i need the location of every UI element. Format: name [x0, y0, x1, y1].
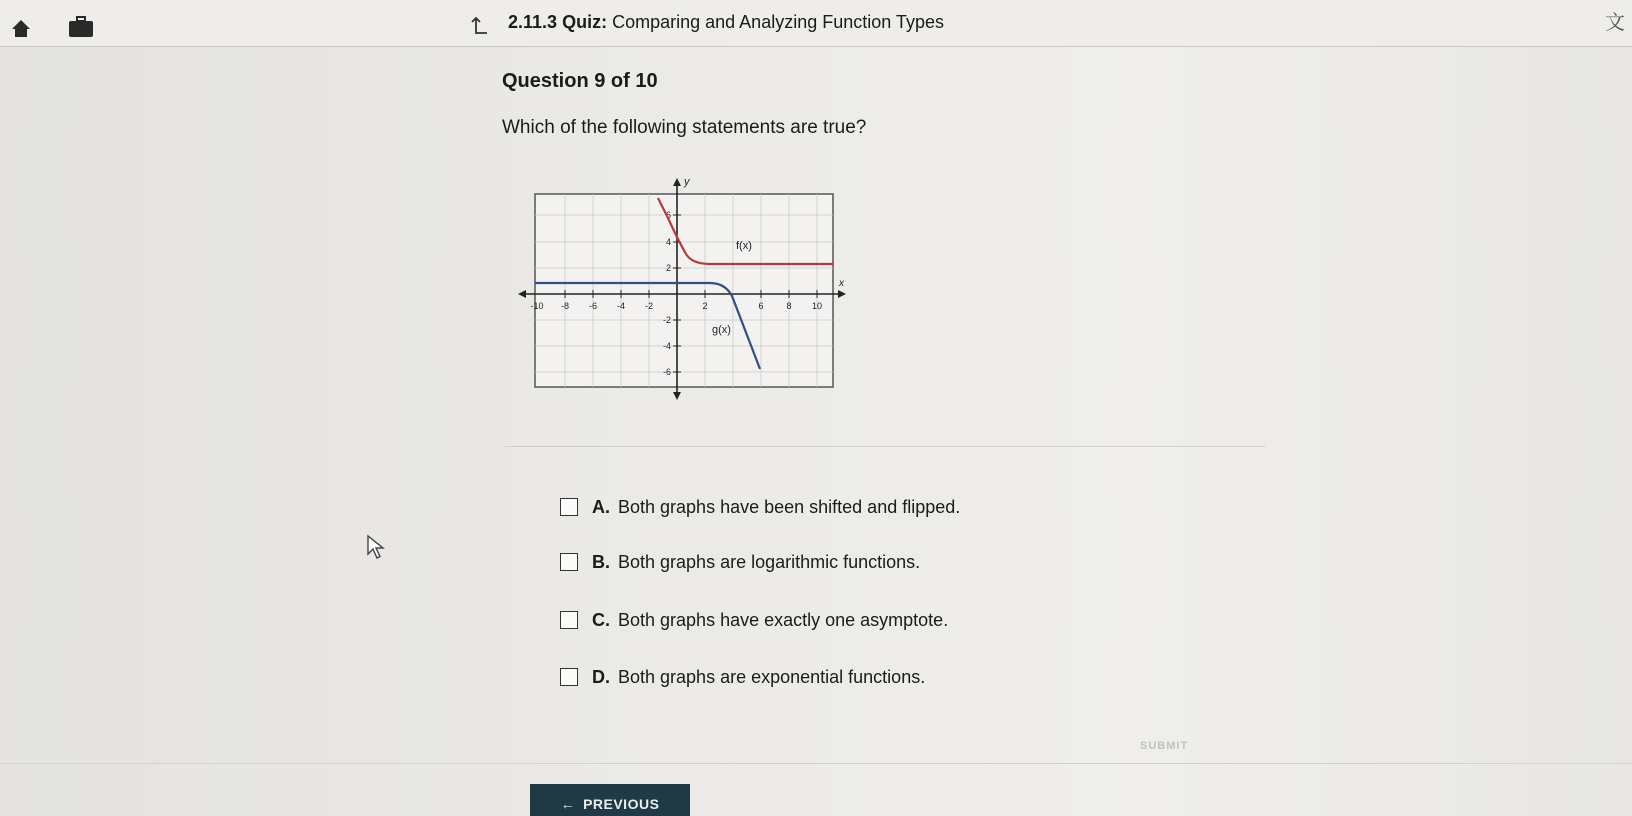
section-divider	[505, 446, 1265, 447]
x-tick-label: 8	[786, 301, 792, 311]
quiz-icon	[468, 16, 488, 36]
translate-icon[interactable]: 文	[1605, 12, 1625, 34]
home-icon[interactable]	[10, 18, 32, 38]
option-b-checkbox[interactable]	[560, 553, 578, 571]
y-tick-label: -2	[662, 315, 671, 325]
option-letter: C.	[592, 609, 610, 630]
y-tick-label: 4	[665, 237, 671, 247]
graph-frame	[535, 194, 833, 387]
x-tick-label: -8	[560, 301, 570, 311]
previous-label: PREVIOUS	[583, 796, 660, 812]
previous-button[interactable]	[530, 784, 690, 816]
x-tick-label: 10	[811, 301, 823, 311]
y-axis-arrow-up	[673, 178, 681, 186]
option-a-checkbox[interactable]	[560, 498, 578, 516]
footer-divider	[0, 763, 1632, 764]
g-label: g(x)	[712, 324, 731, 336]
x-tick-label: -6	[588, 301, 598, 311]
option-b[interactable]	[560, 549, 920, 575]
x-axis-arrow-right	[838, 290, 846, 298]
question-prompt: Which of the following statements are true?	[502, 117, 867, 138]
y-tick-label: -4	[662, 341, 671, 351]
back-arrow-icon: ←	[560, 796, 576, 812]
option-a[interactable]	[560, 494, 960, 520]
y-tick-label: 6	[665, 210, 671, 220]
function-graph	[510, 170, 850, 405]
x-axis-label: x	[839, 278, 844, 289]
y-tick-label: 2	[665, 263, 671, 273]
f-label: f(x)	[736, 240, 752, 252]
x-tick-label: -4	[616, 301, 626, 311]
quiz-name: Comparing and Analyzing Function Types	[612, 12, 944, 32]
option-text: Both graphs are logarithmic functions.	[618, 551, 921, 572]
option-letter: A.	[592, 496, 610, 517]
option-text: Both graphs have exactly one asymptote.	[618, 609, 949, 630]
mouse-cursor-icon	[366, 534, 386, 560]
x-axis-arrow-left	[518, 290, 526, 298]
option-d-checkbox[interactable]	[560, 668, 578, 686]
quiz-code: 2.11.3	[508, 12, 558, 32]
y-tick-label: -6	[662, 367, 671, 377]
question-number: Question 9 of 10	[502, 70, 658, 92]
x-tick-label: -10	[530, 301, 544, 311]
option-c-checkbox[interactable]	[560, 611, 578, 629]
top-bar	[0, 0, 1632, 47]
x-tick-label: -2	[644, 301, 654, 311]
quiz-title	[508, 12, 944, 33]
x-tick-label: 2	[702, 301, 708, 311]
y-axis-label: y	[684, 176, 690, 188]
x-tick-label: 6	[758, 301, 764, 311]
submit-button[interactable]: SUBMIT	[1140, 740, 1189, 752]
quiz-label: Quiz:	[562, 12, 608, 32]
y-axis-arrow-down	[673, 392, 681, 400]
option-letter: B.	[592, 551, 610, 572]
option-letter: D.	[592, 666, 610, 687]
option-text: Both graphs have been shifted and flipped.	[618, 496, 961, 517]
option-text: Both graphs are exponential functions.	[618, 666, 926, 687]
briefcase-icon[interactable]	[68, 16, 94, 38]
option-d[interactable]	[560, 664, 925, 690]
option-c[interactable]	[560, 607, 948, 633]
